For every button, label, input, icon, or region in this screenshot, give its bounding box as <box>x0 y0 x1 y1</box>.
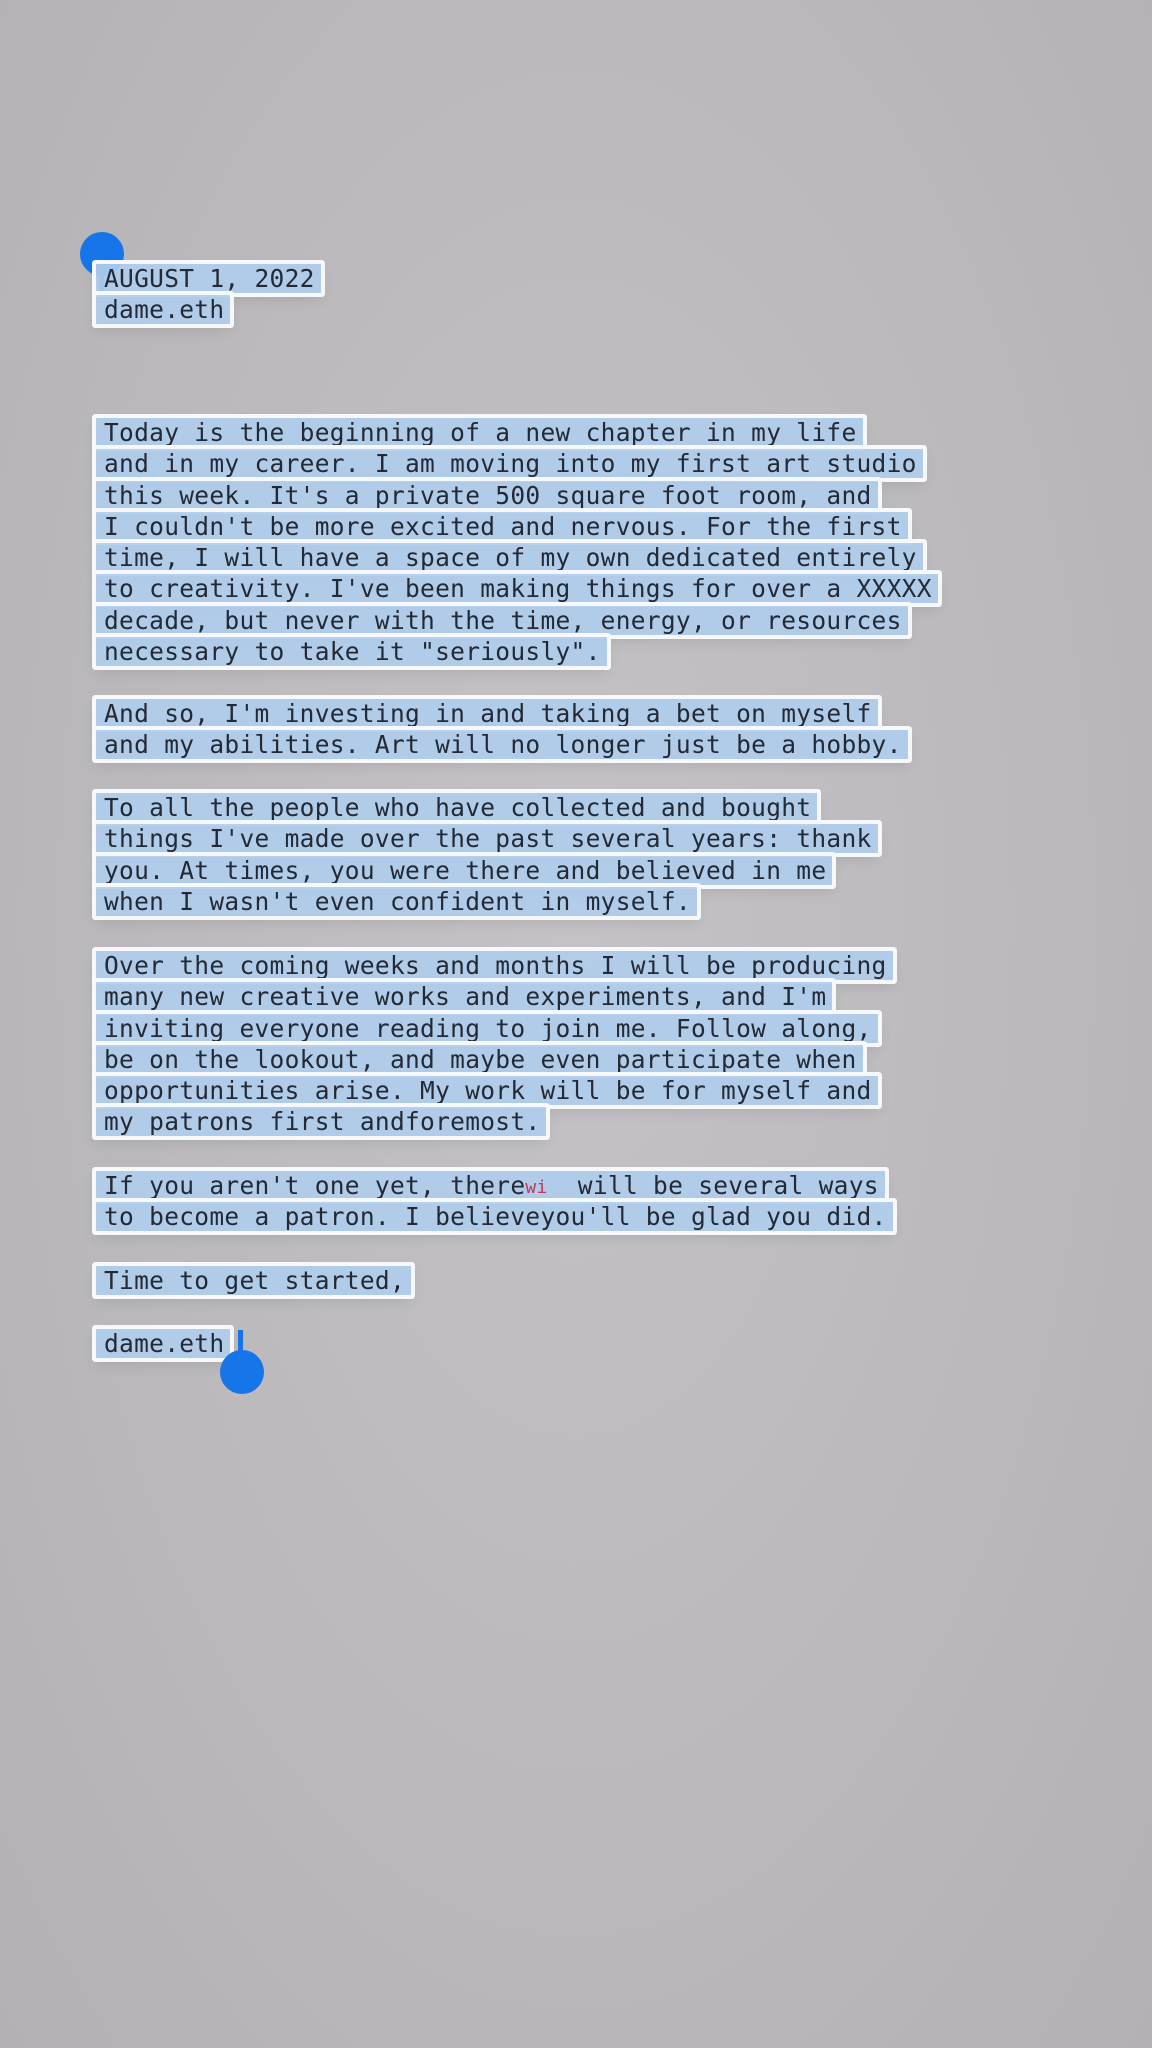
text-line[interactable]: opportunities arise. My work will be for myself and <box>96 1076 878 1105</box>
text-line[interactable]: to become a patron. I believeyou'll be glad you did. <box>96 1202 893 1231</box>
text-line[interactable]: I couldn't be more excited and nervous. For the first <box>96 512 908 541</box>
typo-mark: wi <box>525 1177 548 1198</box>
text-line[interactable]: and in my career. I am moving into my first art studio <box>96 449 923 478</box>
text-line[interactable]: be on the lookout, and maybe even participate when <box>96 1045 863 1074</box>
text-line[interactable]: to creativity. I've been making things for over a XXXXX <box>96 574 938 603</box>
text-line[interactable]: my patrons first andforemost. <box>96 1107 546 1136</box>
text-segment: will be several ways <box>547 1171 879 1200</box>
paragraph-investing <box>96 698 908 761</box>
letter-author[interactable]: dame.eth <box>96 295 230 324</box>
text-line[interactable]: necessary to take it "seriously". <box>96 637 607 666</box>
text-line[interactable]: Time to get started, <box>96 1266 411 1295</box>
paragraph-coming-weeks <box>96 950 893 1138</box>
text-line[interactable]: when I wasn't even confident in myself. <box>96 887 697 916</box>
paragraph-thank-you <box>96 792 878 917</box>
letter-date[interactable]: AUGUST 1, 2022 <box>96 264 321 293</box>
text-line[interactable]: Today is the beginning of a new chapter in my life <box>96 418 863 447</box>
text-line[interactable]: things I've made over the past several years: thank <box>96 824 878 853</box>
text-line[interactable]: you. At times, you were there and believed in me <box>96 856 832 885</box>
text-line[interactable]: and my abilities. Art will no longer just be a hobby. <box>96 730 908 759</box>
letter-header <box>96 263 321 326</box>
text-line[interactable]: time, I will have a space of my own dedicated entirely <box>96 543 923 572</box>
text-line[interactable] <box>96 1171 885 1200</box>
text-line[interactable]: And so, I'm investing in and taking a bet on myself <box>96 699 878 728</box>
paragraph-become-patron <box>96 1170 893 1233</box>
text-line[interactable]: many new creative works and experiments, and I'm <box>96 982 832 1011</box>
text-line[interactable]: inviting everyone reading to join me. Follow along, <box>96 1014 878 1043</box>
closing-line <box>96 1265 411 1296</box>
text-segment: If you aren't one yet, there <box>104 1171 526 1200</box>
text-line[interactable]: this week. It's a private 500 square foot room, and <box>96 481 878 510</box>
signature <box>96 1328 230 1359</box>
signature-text[interactable]: dame.eth <box>96 1329 230 1358</box>
selection-end-handle[interactable] <box>220 1350 264 1394</box>
text-line[interactable]: decade, but never with the time, energy, or resources <box>96 606 908 635</box>
text-line[interactable]: To all the people who have collected and bought <box>96 793 817 822</box>
paragraph-new-chapter <box>96 417 938 667</box>
text-line[interactable]: Over the coming weeks and months I will be producing <box>96 951 893 980</box>
